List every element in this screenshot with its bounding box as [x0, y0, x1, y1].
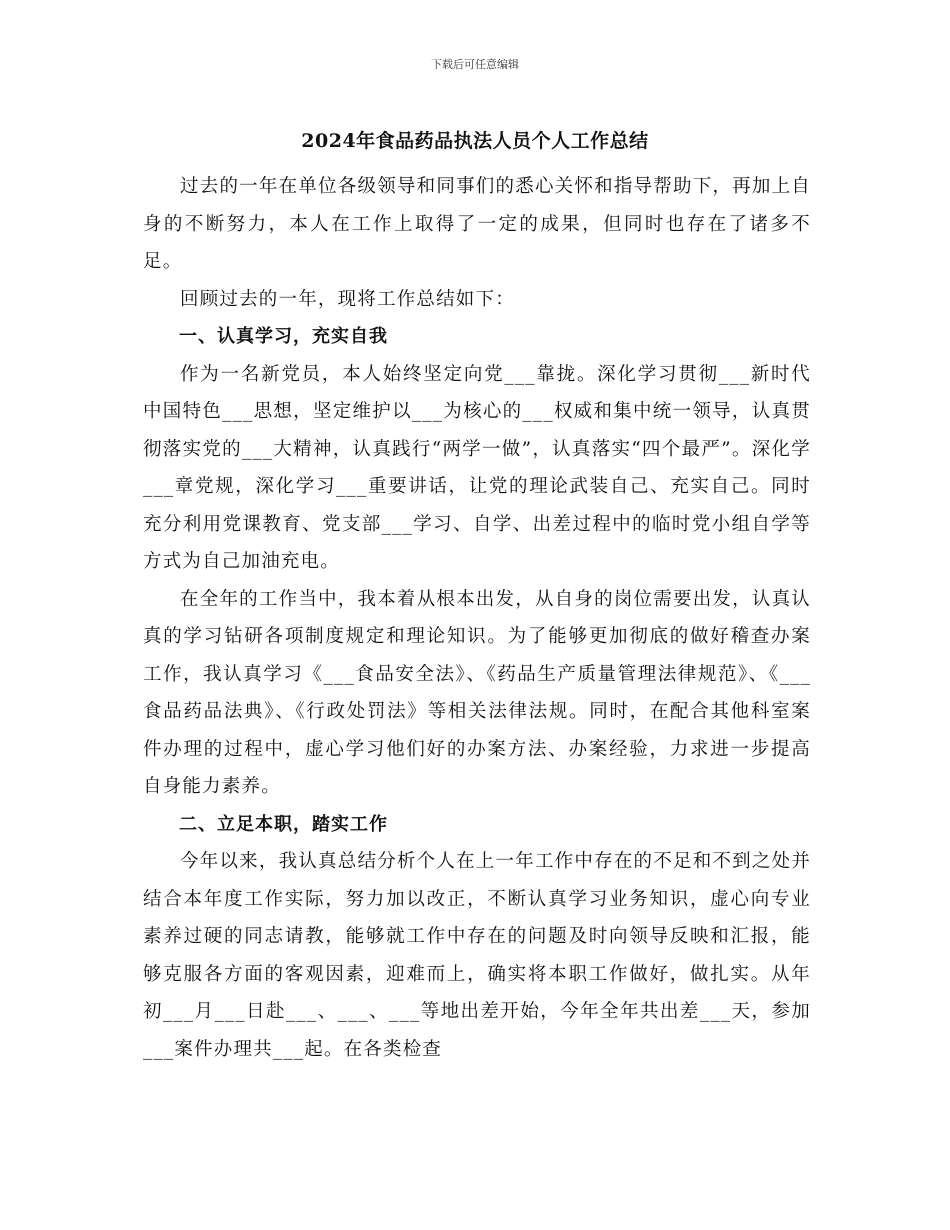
document-title: 2024年食品药品执法人员个人工作总结	[301, 130, 649, 152]
document-body	[143, 168, 811, 1068]
paragraph-law-study: 在全年的工作当中，我本着从根本出发，从自身的岗位需要出发，认真认真的学习钻研各项制度规定和理论知识。为了能够更加彻底的做好稽查办案工作，我认真学习《___食品安全法》、《药品生产质量管理法律规范》、《___食品药品法典》、《行政处罚法》等相关法律法规。同时，在配合其他科室案件办理的过程中，虚心学习他们好的办案方法、办案经验，力求进一步提高自身能力素养。	[143, 588, 811, 797]
section-heading-2: 二、立足本职，踏实工作	[179, 813, 388, 835]
section-heading-1: 一、认真学习，充实自我	[179, 326, 388, 347]
paragraph-intro: 过去的一年在单位各级领导和同事们的悉心关怀和指导帮助下，再加上自身的不断努力，本人在工作上取得了一定的成果，但同时也存在了诸多不足。	[143, 176, 811, 272]
paragraph-party-study: 作为一名新党员，本人始终坚定向党___靠拢。深化学习贯彻___新时代中国特色___思想，坚定维护以___为核心的___权威和集中统一领导，认真贯彻落实党的___大精神，认真践行“两学一做”，认真落实“四个最严”。深化学___章党规，深化学习___重要讲话，让党的理论武装自己、充实自己。同时充分利用党课教育、党支部___学习、自学、出差过程中的临时党小组自学等方式为自己加油充电。	[143, 363, 811, 572]
paragraph-review: 回顾过去的一年，现将工作总结如下：	[180, 288, 515, 310]
paragraph-work: 今年以来，我认真总结分析个人在上一年工作中存在的不足和不到之处并结合本年度工作实际，努力加以改正，不断认真学习业务知识，虚心向专业素养过硬的同志请教，能够就工作中存在的问题及时向领导反映和汇报，能够克服各方面的客观因素，迎难而上，确实将本职工作做好，做扎实。从年初___月___日赴___、___、___等地出差开始，今年全年共出差___天，参加___案件办理共___起。在各类检查	[143, 851, 811, 1060]
page-header-note: 下载后可任意编辑	[431, 58, 519, 71]
